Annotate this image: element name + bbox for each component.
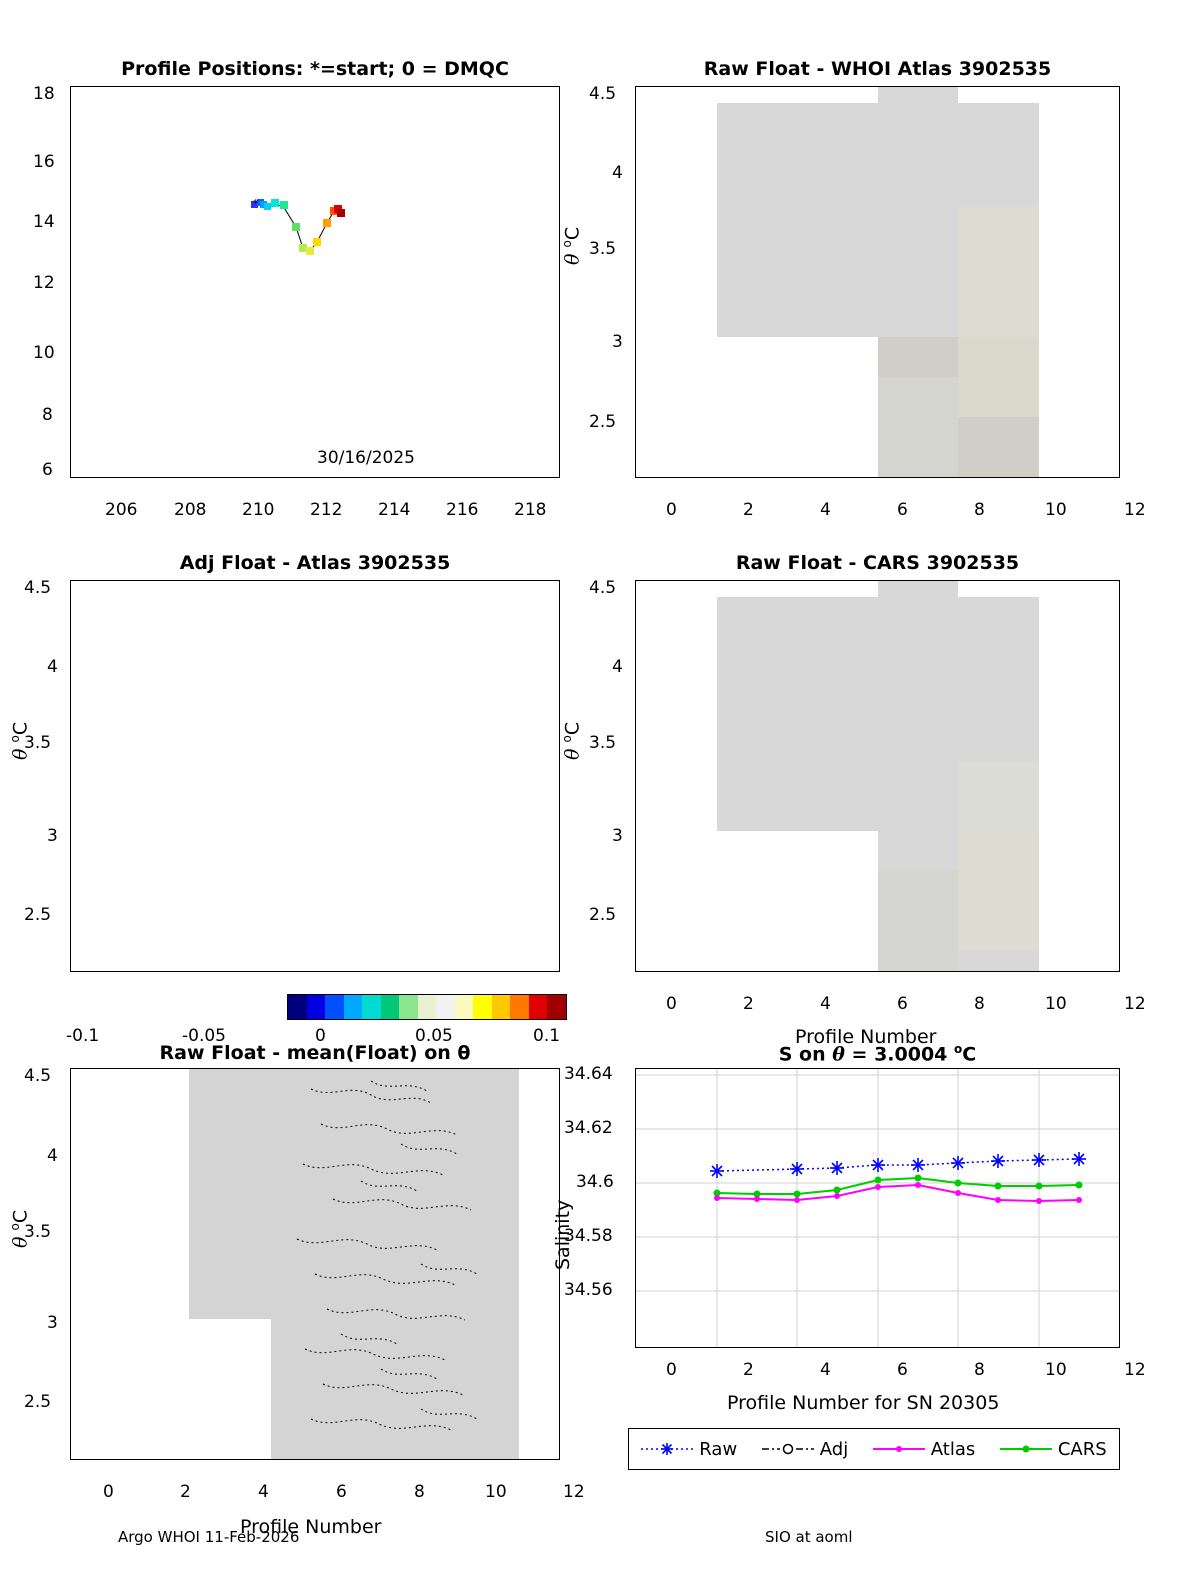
legend-label-raw: Raw [699, 1438, 738, 1460]
positions-xtick-5: 216 [446, 500, 479, 520]
raw-atlas-xtick-6: 12 [1124, 500, 1146, 520]
raw-cars-field [636, 581, 1119, 971]
colorbar-tick-4: 0.1 [533, 1026, 561, 1046]
axes-raw-cars [635, 580, 1120, 972]
s-on-theta-xtick-0: 0 [666, 1360, 677, 1380]
positions-xtick-1: 208 [174, 500, 207, 520]
raw-cars-xtick-5: 10 [1045, 994, 1067, 1014]
colorbar-tick-1: -0.05 [182, 1026, 226, 1046]
raw-atlas-ytick-3: 4 [612, 163, 623, 183]
raw-atlas-xtick-5: 10 [1045, 500, 1067, 520]
adj-atlas-ytick-0: 2.5 [24, 905, 52, 925]
raw-mean-xtick-3: 6 [336, 1482, 347, 1502]
raw-atlas-ytick-2: 3.5 [589, 239, 617, 259]
raw-mean-ytick-0: 2.5 [24, 1392, 52, 1412]
axes-raw-mean [70, 1068, 560, 1460]
raw-cars-xtick-0: 0 [666, 994, 677, 1014]
s-on-theta-xtick-1: 2 [743, 1360, 754, 1380]
raw-cars-xtick-3: 6 [897, 994, 908, 1014]
s-on-theta-xtick-5: 10 [1045, 1360, 1067, 1380]
s-on-theta-ytick-0: 34.56 [564, 1280, 613, 1300]
s-on-theta-plot [636, 1069, 1119, 1347]
raw-mean-xtick-6: 12 [563, 1482, 585, 1502]
positions-xtick-3: 212 [310, 500, 343, 520]
s-on-theta-ytick-1: 34.58 [564, 1226, 613, 1246]
legend-item-adj[interactable] [762, 1439, 848, 1460]
positions-ytick-0: 6 [42, 460, 53, 480]
positions-ytick-1: 8 [42, 405, 53, 425]
raw-mean-ytick-3: 4 [47, 1146, 58, 1166]
raw-mean-xtick-0: 0 [103, 1482, 114, 1502]
positions-plot [71, 87, 559, 477]
adj-atlas-ylabel: θ $^o$C [8, 721, 32, 760]
raw-mean-xlabel: Profile Number [240, 1516, 382, 1538]
axes-s-on-theta [635, 1068, 1120, 1348]
panel-title-s-on-theta: S on θ = 3.0004 $^o$C [778, 1042, 977, 1066]
raw-atlas-xtick-4: 8 [974, 500, 985, 520]
positions-date-label: 30/16/2025 [317, 448, 415, 468]
colorbar-tick-2: 0 [315, 1026, 326, 1046]
positions-xtick-4: 214 [378, 500, 411, 520]
s-on-theta-xtick-4: 8 [974, 1360, 985, 1380]
raw-atlas-xtick-1: 2 [743, 500, 754, 520]
raw-mean-xtick-2: 4 [258, 1482, 269, 1502]
raw-cars-ytick-2: 3.5 [589, 733, 617, 753]
raw-cars-ytick-0: 2.5 [589, 905, 617, 925]
legend-swatch-adj [762, 1441, 814, 1457]
s-on-theta-xtick-2: 4 [820, 1360, 831, 1380]
raw-atlas-ytick-0: 2.5 [589, 412, 617, 432]
panel-title-raw-mean [70, 1042, 560, 1064]
raw-mean-ytick-1: 3 [47, 1313, 58, 1333]
raw-cars-ytick-1: 3 [612, 826, 623, 846]
adj-atlas-ytick-2: 3.5 [24, 733, 52, 753]
raw-mean-xtick-4: 8 [414, 1482, 425, 1502]
raw-mean-xtick-5: 10 [485, 1482, 507, 1502]
s-on-theta-xtick-6: 12 [1124, 1360, 1146, 1380]
panel-title-raw-atlas: Raw Float - WHOI Atlas 3902535 [703, 58, 1052, 80]
legend-item-cars[interactable] [1000, 1439, 1107, 1460]
s-on-theta-xlabel: Profile Number for SN 20305 [727, 1392, 1000, 1414]
raw-cars-xlabel: Profile Number [795, 1026, 937, 1048]
raw-cars-xtick-6: 12 [1124, 994, 1146, 1014]
s-on-theta-xtick-3: 6 [897, 1360, 908, 1380]
axes-positions [70, 86, 560, 478]
panel-title-positions: Profile Positions: *=start; 0 = DMQC [121, 58, 509, 80]
axes-raw-atlas [635, 86, 1120, 478]
adj-atlas-ytick-3: 4 [47, 657, 58, 677]
raw-mean-ytick-4: 4.5 [24, 1066, 52, 1086]
s-on-theta-ylabel: Salinity [552, 1199, 574, 1270]
s-on-theta-ytick-4: 34.64 [564, 1064, 613, 1084]
legend-label-atlas: Atlas [930, 1438, 976, 1460]
raw-atlas-xtick-2: 4 [820, 500, 831, 520]
panel-title-raw-cars: Raw Float - CARS 3902535 [735, 552, 1020, 574]
positions-ytick-6: 18 [33, 84, 55, 104]
legend-swatch-atlas [873, 1441, 925, 1457]
raw-atlas-xtick-3: 6 [897, 500, 908, 520]
positions-ytick-5: 16 [33, 152, 55, 172]
axes-adj-atlas [70, 580, 560, 972]
legend-label-adj: Adj [819, 1438, 849, 1460]
positions-xtick-0: 206 [105, 500, 138, 520]
raw-atlas-ylabel: θ $^o$C [560, 226, 584, 265]
svg-text:*: * [253, 197, 259, 210]
colorbar-tick-0: -0.1 [66, 1026, 100, 1046]
raw-atlas-field [636, 87, 1119, 477]
legend-item-raw[interactable] [641, 1439, 737, 1460]
raw-cars-xtick-4: 8 [974, 994, 985, 1014]
legend-label-cars: CARS [1057, 1438, 1107, 1460]
raw-mean-field [71, 1069, 559, 1459]
raw-mean-xtick-1: 2 [180, 1482, 191, 1502]
positions-ytick-3: 12 [33, 273, 55, 293]
raw-mean-ytick-2: 3.5 [24, 1222, 52, 1242]
s-on-theta-ytick-3: 34.62 [564, 1118, 613, 1138]
raw-cars-xtick-2: 4 [820, 994, 831, 1014]
colorbar-tick-3: 0.05 [415, 1026, 453, 1046]
positions-ytick-4: 14 [33, 212, 55, 232]
positions-xtick-2: 210 [242, 500, 275, 520]
legend-swatch-cars [1000, 1441, 1052, 1457]
colorbar-gradient [287, 994, 567, 1020]
raw-atlas-ytick-4: 4.5 [589, 84, 617, 104]
footer-right: SIO at aoml [765, 1528, 853, 1546]
adj-atlas-ytick-1: 3 [47, 826, 58, 846]
raw-atlas-ytick-1: 3 [612, 332, 623, 352]
raw-cars-ytick-3: 4 [612, 657, 623, 677]
raw-atlas-xtick-0: 0 [666, 500, 677, 520]
raw-cars-ytick-4: 4.5 [589, 578, 617, 598]
panel-title-raw-mean-text: Raw Float - mean(Float) on θ [159, 1042, 471, 1064]
positions-xtick-6: 218 [514, 500, 547, 520]
positions-ytick-2: 10 [33, 343, 55, 363]
footer-left: Argo WHOI 11-Feb-2026 [118, 1528, 300, 1546]
s-on-theta-ytick-2: 34.6 [576, 1172, 614, 1192]
legend-item-atlas[interactable] [873, 1439, 975, 1460]
legend-swatch-raw [641, 1441, 693, 1457]
raw-cars-ylabel: θ $^o$C [560, 721, 584, 760]
panel-title-adj-atlas: Adj Float - Atlas 3902535 [179, 552, 451, 574]
adj-atlas-ytick-4: 4.5 [24, 578, 52, 598]
raw-mean-ylabel: θ $^o$C [8, 1209, 32, 1248]
raw-cars-xtick-1: 2 [743, 994, 754, 1014]
legend [628, 1428, 1120, 1470]
